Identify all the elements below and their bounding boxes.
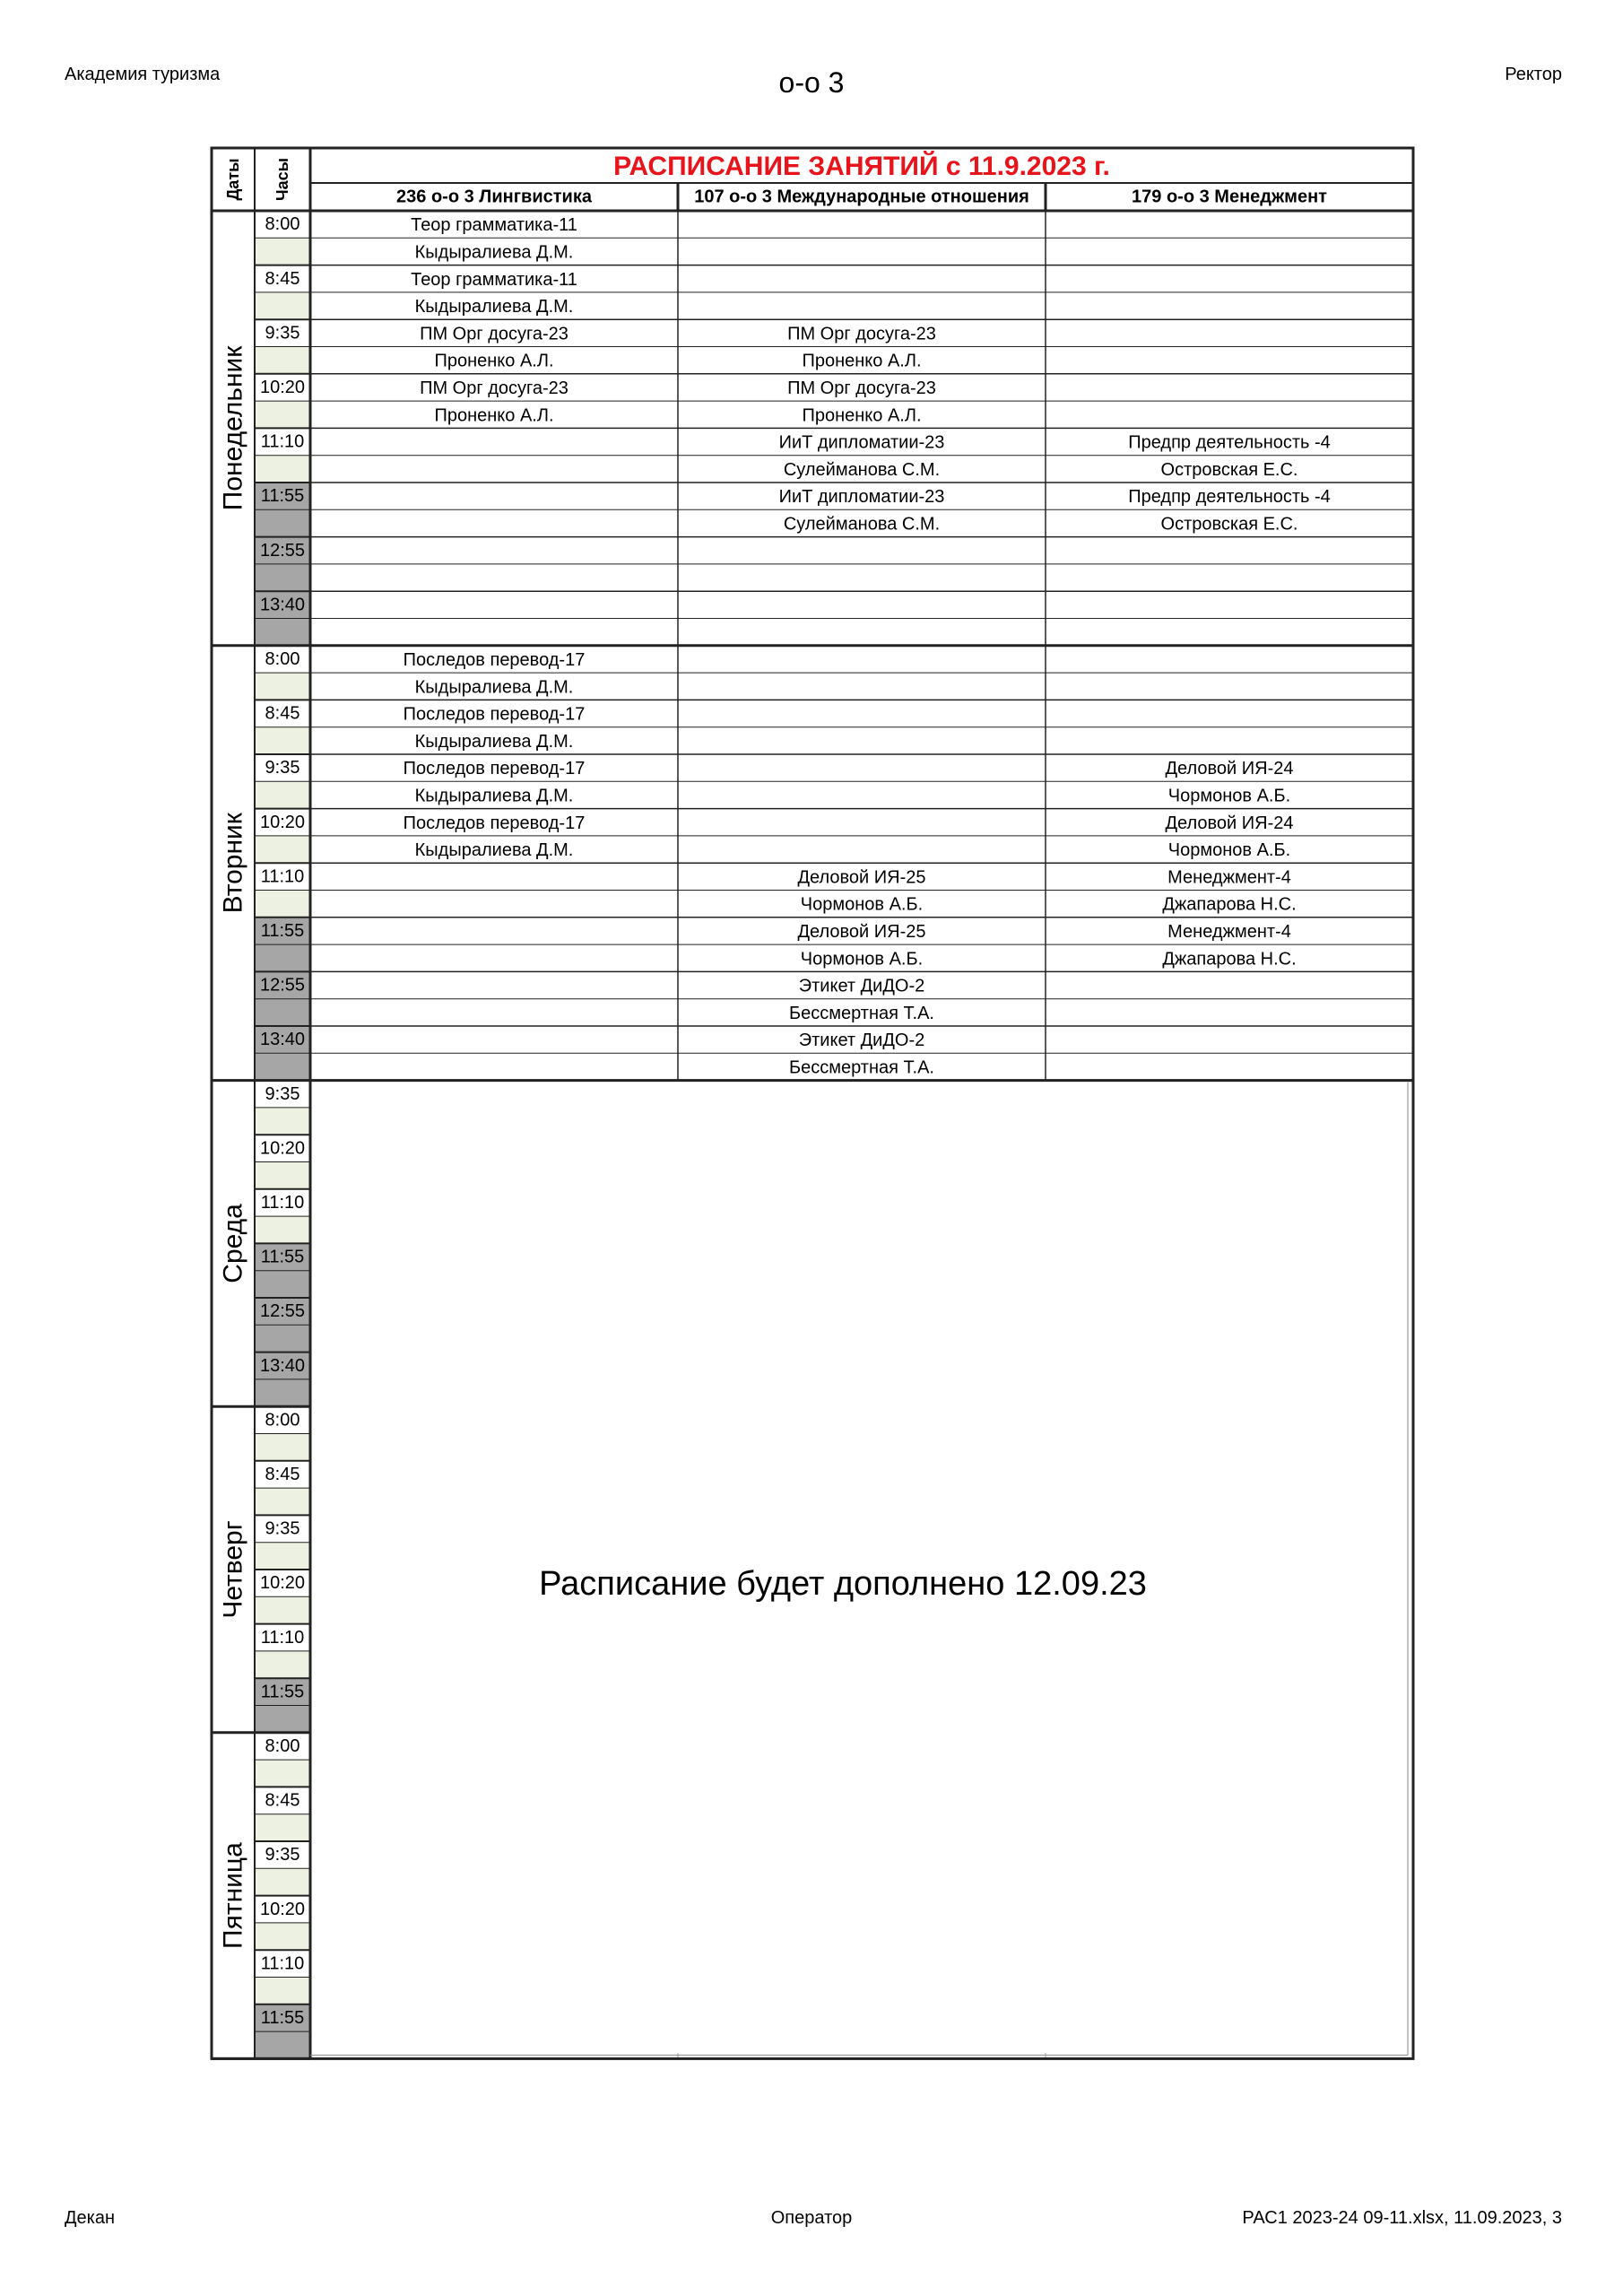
lesson-subject: ПМ Орг досуга-23 — [420, 378, 568, 398]
time-slot-shade — [256, 1978, 309, 2005]
lesson-subject: Этикет ДиДО-2 — [798, 976, 925, 996]
lesson-subject: ИиТ дипломатии-23 — [778, 432, 945, 453]
time-slot-shade — [256, 1760, 309, 1787]
slot-time: 9:35 — [265, 758, 300, 778]
lesson-teacher: Кыдыралиева Д.М. — [414, 297, 574, 317]
time-slot-shade — [256, 238, 309, 265]
footer-operator: Оператор — [770, 2208, 853, 2228]
time-slot-shade — [256, 836, 309, 863]
footer-dean: Декан — [65, 2208, 116, 2228]
footer-file-info: РАС1 2023-24 09-11.xlsx, 11.09.2023, 3 — [1242, 2208, 1562, 2228]
lesson-subject: Последов перевод-17 — [403, 704, 586, 725]
slot-time: 8:00 — [265, 648, 300, 669]
lesson-subject: Этикет ДиДО-2 — [798, 1031, 925, 1051]
group-header: 107 о-о 3 Международные отношения — [694, 187, 1029, 207]
slot-time: 12:55 — [259, 975, 306, 996]
slot-time: 11:10 — [260, 1627, 305, 1648]
lesson-teacher: Бессмертная Т.А. — [789, 1003, 934, 1023]
lesson-teacher: Островская Е.С. — [1160, 514, 1298, 535]
lesson-subject: Последов перевод-17 — [403, 813, 586, 833]
lesson-teacher: Кыдыралиева Д.М. — [414, 242, 574, 263]
col-dates-label: Даты — [224, 158, 242, 201]
lesson-subject: Деловой ИЯ-24 — [1165, 759, 1294, 779]
lesson-teacher: Кыдыралиева Д.М. — [414, 677, 574, 698]
time-slot-shade — [256, 781, 309, 808]
day-name-1: Понедельник — [218, 345, 248, 511]
lesson-subject: ПМ Орг досуга-23 — [787, 378, 936, 398]
slot-time: 11:55 — [260, 1682, 305, 1702]
lesson-teacher: Проненко А.Л. — [802, 405, 922, 426]
lesson-subject: ПМ Орг досуга-23 — [420, 324, 568, 344]
lesson-teacher: Чормонов А.Б. — [800, 949, 924, 970]
lesson-teacher: Островская Е.С. — [1160, 459, 1298, 480]
header-rector: Ректор — [1505, 65, 1562, 84]
time-slot-shade — [256, 401, 309, 428]
lesson-subject: ИиТ дипломатии-23 — [778, 487, 945, 508]
slot-time: 11:10 — [260, 866, 305, 887]
slot-time: 8:00 — [265, 1410, 300, 1431]
slot-time: 8:45 — [265, 703, 300, 724]
lesson-teacher: Кыдыралиева Д.М. — [414, 840, 574, 861]
time-slot-shade — [256, 1543, 309, 1570]
time-slot-shade — [256, 1814, 309, 1841]
time-slot-shade — [256, 1923, 309, 1950]
lesson-subject: Теор грамматика-11 — [411, 215, 577, 236]
lesson-teacher: Кыдыралиева Д.М. — [414, 731, 574, 752]
day-name-3: Среда — [218, 1204, 248, 1283]
time-slot-shade — [256, 1488, 309, 1515]
day-name-4: Четверг — [218, 1520, 248, 1619]
slot-time: 13:40 — [259, 595, 306, 615]
time-slot-shade — [256, 347, 309, 374]
slot-time: 9:35 — [265, 1845, 300, 1866]
time-slot-shade — [256, 1651, 309, 1678]
header-institution: Академия туризма — [65, 65, 221, 84]
header-group-code: о-о 3 — [778, 66, 845, 99]
lesson-teacher: Кыдыралиева Д.М. — [414, 786, 574, 806]
time-slot-shade — [256, 1108, 309, 1135]
slot-time: 11:55 — [260, 486, 305, 507]
slot-time: 10:20 — [259, 1138, 306, 1159]
lesson-subject: Менеджмент-4 — [1167, 867, 1291, 888]
slot-time: 12:55 — [259, 1301, 306, 1322]
lesson-teacher: Сулейманова С.М. — [783, 514, 941, 535]
slot-time: 8:45 — [265, 268, 300, 289]
group-header: 179 о-о 3 Менеджмент — [1132, 187, 1327, 207]
slot-time: 8:45 — [265, 1790, 300, 1811]
lesson-teacher: Проненко А.Л. — [434, 405, 554, 426]
time-slot-shade — [256, 1434, 309, 1461]
lesson-subject: Последов перевод-17 — [403, 649, 586, 670]
time-slot-shade — [256, 1216, 309, 1243]
time-slot-shade — [256, 673, 309, 700]
lesson-teacher: Бессмертная Т.А. — [789, 1057, 934, 1078]
col-hours-label: Часы — [273, 157, 291, 202]
slot-time: 10:20 — [259, 1573, 306, 1594]
lesson-teacher: Чормонов А.Б. — [800, 894, 924, 915]
lesson-subject: Теор грамматика-11 — [411, 269, 577, 290]
lesson-subject: Деловой ИЯ-25 — [797, 867, 926, 888]
time-slot-shade — [256, 1868, 309, 1895]
slot-time: 9:35 — [265, 1518, 300, 1539]
time-slot-shade — [256, 1596, 309, 1623]
group-header: 236 о-о 3 Лингвистика — [396, 187, 592, 207]
slot-time: 13:40 — [259, 1030, 306, 1050]
day-name-2: Вторник — [218, 813, 248, 914]
slot-time: 11:55 — [260, 2007, 305, 2028]
slot-time: 12:55 — [259, 540, 306, 561]
lesson-teacher: Проненко А.Л. — [434, 351, 554, 371]
lesson-teacher: Джапарова Н.С. — [1162, 894, 1297, 915]
slot-time: 9:35 — [265, 323, 300, 344]
time-slot-shade — [256, 891, 309, 918]
slot-time: 13:40 — [259, 1355, 306, 1376]
lesson-teacher: Проненко А.Л. — [802, 351, 922, 371]
slot-time: 11:10 — [260, 431, 305, 452]
day-name-5: Пятница — [218, 1842, 248, 1949]
lesson-teacher: Сулейманова С.М. — [783, 459, 941, 480]
lesson-teacher: Джапарова Н.С. — [1162, 949, 1297, 970]
slot-time: 8:00 — [265, 214, 300, 235]
slot-time: 8:45 — [265, 1464, 300, 1484]
lesson-teacher: Чормонов А.Б. — [1167, 786, 1291, 806]
slot-time: 11:55 — [260, 1247, 305, 1267]
lesson-subject: Последов перевод-17 — [403, 759, 586, 779]
slot-time: 11:55 — [260, 920, 305, 941]
lesson-subject: Менеджмент-4 — [1167, 921, 1291, 942]
slot-time: 8:00 — [265, 1735, 300, 1756]
time-slot-shade — [256, 1162, 309, 1189]
slot-time: 10:20 — [259, 812, 306, 832]
schedule-title: РАСПИСАНИЕ ЗАНЯТИЙ с 11.9.2023 г. — [613, 152, 1110, 181]
time-slot-shade — [256, 292, 309, 319]
schedule-notice: Расписание будет дополнено 12.09.23 — [539, 1565, 1147, 1603]
slot-time: 10:20 — [259, 377, 306, 397]
slot-time: 11:10 — [260, 1192, 305, 1213]
time-slot-shade — [256, 727, 309, 754]
lesson-subject: Предпр деятельность -4 — [1128, 432, 1331, 453]
slot-time: 9:35 — [265, 1083, 300, 1104]
lesson-subject: Деловой ИЯ-25 — [797, 921, 926, 942]
slot-time: 10:20 — [259, 1899, 306, 1919]
time-slot-shade — [256, 456, 309, 483]
lesson-subject: ПМ Орг досуга-23 — [787, 324, 936, 344]
lesson-subject: Предпр деятельность -4 — [1128, 487, 1331, 508]
lesson-subject: Деловой ИЯ-24 — [1165, 813, 1294, 833]
slot-time: 11:10 — [260, 1953, 305, 1974]
lesson-teacher: Чормонов А.Б. — [1167, 840, 1291, 861]
